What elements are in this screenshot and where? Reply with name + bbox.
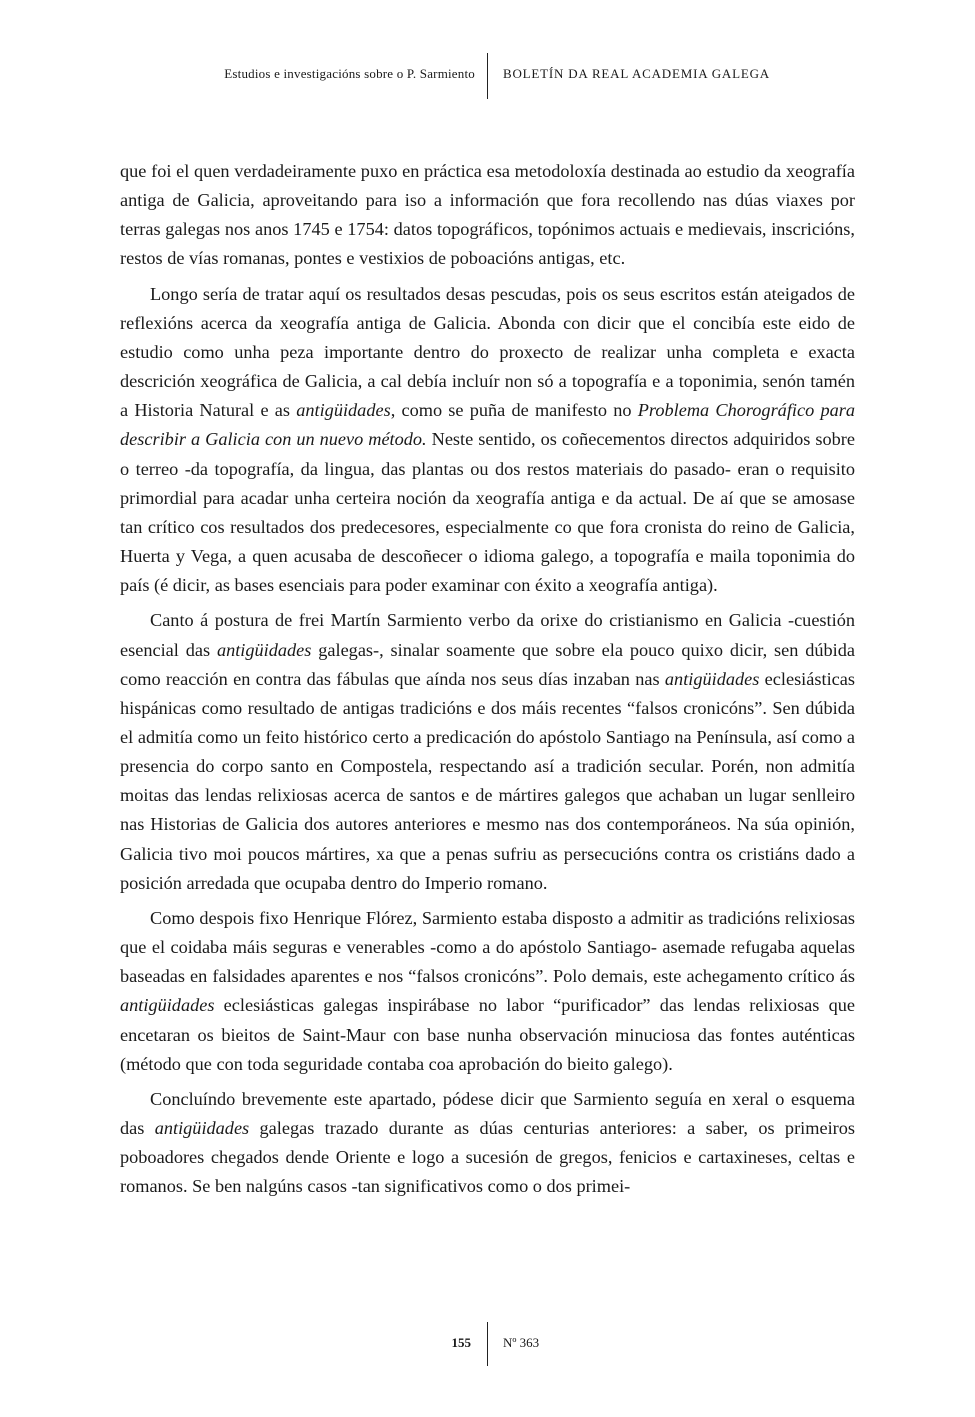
- text-run: , como se puña de manifesto no: [390, 400, 638, 421]
- text-run: eclesiásticas galegas inspirábase no labor “purificador” das lendas relixiosas que encetaran os bieitos de Saint-Maur con base nunha observación minuciosa das fontes auténticas (método que con toda seguridade contaba coa aprobación do bieito galego).: [120, 995, 855, 1074]
- text-run: galegas trazado durante as dúas centurias anteriores: a saber, os primeiros poboadores chegados dende Oriente e logo a sucesión de gregos, fenicios e cartaxineses, celtas e romanos. Se ben nalgúns casos -tan significativos como o dos primei-: [120, 1118, 855, 1197]
- text-run: Neste sentido, os coñecementos directos adquiridos sobre o terreo -da topografía, da lingua, das plantas ou dos restos materiais do pasado- eran o requisito primordial para acadar unha certeira noción da xeografía antiga e da actual. De aí que se amosase tan crítico cos resultados dos predecesores, especialmente co que fora cronista do reino de Galicia, Huerta y Vega, a quen acusaba de descoñecer o idioma galego, a topografía e maila toponimia do país (é dicir, as bases esenciais para poder examinar con éxito a xeografía antiga).: [120, 429, 855, 596]
- text-run: Concluíndo brevemente este apartado, pódese dicir que Sarmiento seguía en xeral o esquema das: [120, 1088, 855, 1138]
- italic-term: antigüidades: [216, 639, 312, 660]
- italic-term: antigüidades: [664, 668, 760, 689]
- issue-number: Nº 363: [503, 1335, 540, 1350]
- italic-title: Problema Chorográfico para describir a Galicia con un nuevo método.: [120, 400, 855, 450]
- text-run: Canto á postura de frei Martín Sarmiento verbo da orixe do cristianismo en Galicia -cuestión esencial das: [120, 610, 855, 660]
- text-run: Longo sería de tratar aquí os resultados desas pescudas, pois os seus escritos están ateigados de reflexións acerca da xeografía antiga de Galicia. Abonda con dicir que el concibía este eido de estudio como unha peza importante dentro do proxecto de realizar unha completa e exacta descrición xeográfica de Galicia, a cal debía incluír non só a topografía e a toponimia, senón tamén a Historia Natural e as: [120, 283, 855, 421]
- paragraph-3: [120, 606, 855, 898]
- italic-term: antigüidades: [296, 400, 391, 421]
- paragraph-5: [120, 1085, 855, 1202]
- text-run: Como despois fixo Henrique Flórez, Sarmiento estaba disposto a admitir as tradicións relixiosas que el coidaba máis seguras e venerables -como a do apóstolo Santiago- asemade refugaba aquelas baseadas en falsidades aparentes e nos “falsos cronicóns”. Polo demais, este achegamento crítico ás: [120, 907, 855, 987]
- italic-term: antigüidades: [154, 1118, 250, 1138]
- text-run: eclesiásticas hispánicas como resultado de antigas tradicións e dos máis recentes “falsos cronicóns”. Sen dúbida el admitía como un feito histórico certo a predicación do apóstolo Santiago na Península, así como a presencia do corpo santo en Compostela, respectando así a tradición secular. Porén, non admitía moitas das lendas relixiosas acerca de santos e de mártires galegos que achaban un lugar senlleiro nas Historias de Galicia dos autores anteriores e mesmo nas dos contemporáneos. Na súa opinión, Galicia tivo moi poucos mártires, xa que a penas sufriu as persecucións contra os cristiáns dado a posición arredada que ocupaba dentro do Imperio romano.: [120, 668, 855, 893]
- running-header-journal: BOLETÍN DA REAL ACADEMIA GALEGA: [503, 66, 770, 81]
- paragraph-1: [120, 157, 855, 274]
- italic-term: antigüidades: [120, 995, 215, 1016]
- paragraph-2: [120, 280, 855, 601]
- page-number: 155: [451, 1335, 471, 1350]
- running-header-section: Estudios e investigacións sobre o P. Sarmiento: [224, 66, 475, 81]
- text-run: galegas-, sinalar soamente que sobre ela pouco quixo dicir, sen dúbida como reacción en contra das fábulas que aínda nos seus días inzaban nas: [120, 639, 855, 689]
- body-text: [120, 157, 855, 1207]
- text-run: que foi el quen verdadeiramente puxo en práctica esa metodoloxía destinada ao estudio da xeografía antiga de Galicia, aproveitando para iso a información que fora recollendo nas dúas viaxes por terras galegas nos anos 1745 e 1754: datos topográficos, topónimos actuais e medievais, inscricións, restos de vías romanas, pontes e vestixios de poboacións antigas, etc.: [120, 161, 855, 269]
- header-divider: [487, 53, 488, 99]
- paragraph-4: [120, 904, 855, 1079]
- footer-divider: [487, 1322, 488, 1366]
